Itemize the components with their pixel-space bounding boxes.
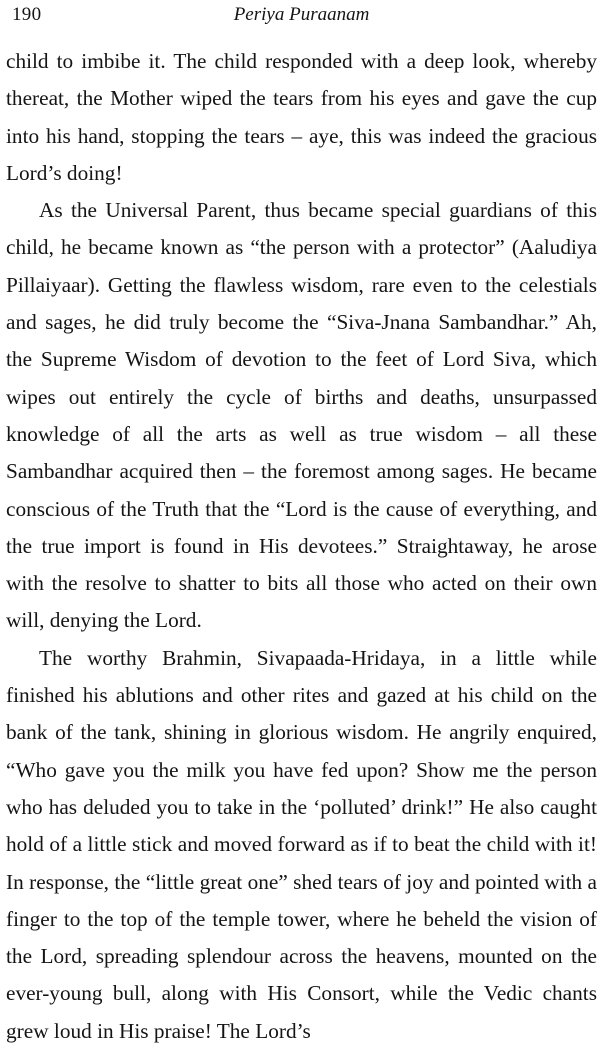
paragraph-worthy-brahmin: The worthy Brahmin, Sivapaada-Hridaya, in a little while finished his ablutions and other rites and gazed at his child on the bank of the tank, shining in glorious wisdom. He angrily enquired, “Who gave you the milk you have fed upon? Show me the person who has deluded you to take in the ‘polluted’ drink!” He also caught hold of a little stick and moved forward as if to beat the child with it! In response, the “little great one” shed tears of joy and pointed with a finger to the top of the temple tower, where he beheld the vision of the Lord, spreading splendour across the heavens, mounted on the ever-young bull, along with His Consort, while the Vedic chants grew loud in His praise! The Lord’s <box>6 645 597 1043</box>
running-head <box>6 0 597 40</box>
book-title: Periya Puraanam <box>233 4 370 25</box>
page-number: 190 <box>12 4 42 25</box>
paragraph-universal-parent: As the Universal Parent, thus became special guardians of this child, he became known as “the person with a protector” (Aaludiya Pillaiyaar). Getting the flawless wisdom, rare even to the celestials and sages, he did truly become the “Siva-Jnana Sambandhar.” Ah, the Supreme Wisdom of devotion to the feet of Lord Siva, which wipes out entirely the cycle of births and deaths, unsurpassed knowledge of all the arts as well as true wisdom – all these Sambandhar acquired then – the foremost among sages. He became conscious of the Truth that the “Lord is the cause of everything, and the true import is found in His devotees.” Straightaway, he arose with the resolve to shatter to bits all those who acted on their own will, denying the Lord. <box>6 198 597 633</box>
body-text <box>6 43 597 1050</box>
paragraph-continued: child to imbibe it. The child responded with a deep look, whereby thereat, the Mother wiped the tears from his eyes and gave the cup into his hand, stopping the tears – aye, this was indeed the gracious Lord’s doing! <box>6 49 597 185</box>
